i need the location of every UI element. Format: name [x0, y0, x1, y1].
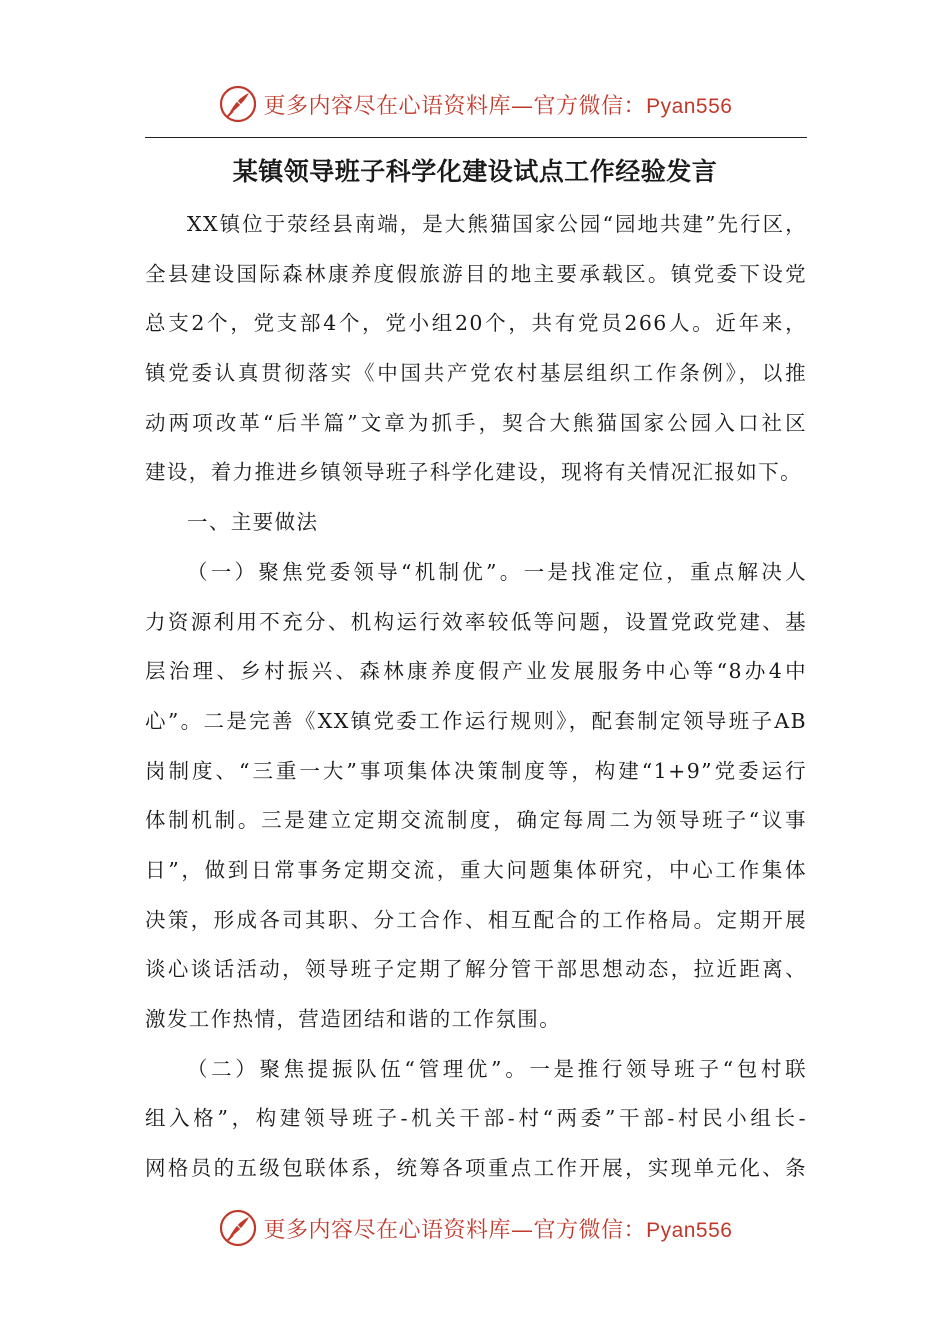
document-body [145, 200, 807, 1194]
banner-main-text: 更多内容尽在心语资料库 [263, 1217, 512, 1243]
body-line: 网格员的五级包联体系，统筹各项重点工作开展，实现单元化、条 [145, 1156, 807, 1181]
body-line: 层治理、乡村振兴、森林康养度假产业发展服务中心等“8办4中 [145, 659, 807, 684]
body-line: 总支2个，党支部4个，党小组20个，共有党员266人。近年来， [145, 311, 807, 336]
banner-text [264, 1213, 733, 1244]
body-line: 体制机制。三是建立定期交流制度，确定每周二为领导班子“议事 [145, 808, 807, 833]
body-line: 日”，做到日常事务定期交流，重大问题集体研究，中心工作集体 [145, 857, 807, 882]
body-line: 一、主要做法 [187, 510, 319, 535]
body-line: 激发工作热情，营造团结和谐的工作氛围。 [145, 1007, 562, 1031]
body-line: 动两项改革“后半篇”文章为抓手，契合大熊猫国家公园入口社区 [145, 410, 807, 435]
body-line: 全县建设国际森林康养度假旅游目的地主要承载区。镇党委下设党 [145, 261, 807, 286]
banner-wechat-label: 官方微信： [533, 1217, 647, 1243]
document-title: 某镇领导班子科学化建设试点工作经验发言 [232, 157, 718, 186]
body-line: 岗制度、“三重一大”事项集体决策制度等，构建“1+9”党委运行 [145, 758, 807, 783]
footer-banner [0, 1204, 950, 1252]
body-line: 组入格”，构建领导班子-机关干部-村“两委”干部-村民小组长- [145, 1106, 807, 1131]
banner-wechat-label: 官方微信： [533, 93, 647, 119]
body-line: 谈心谈话活动，领导班子定期了解分管干部思想动态，拉近距离、 [145, 957, 807, 982]
banner-wechat-id: Pyan556 [646, 1218, 733, 1242]
banner-dash: — [511, 1217, 534, 1243]
body-line: （一）聚焦党委领导“机制优”。一是找准定位，重点解决人 [187, 559, 807, 584]
body-line: 镇党委认真贯彻落实《中国共产党农村基层组织工作条例》，以推 [145, 361, 807, 386]
body-line: 心”。二是完善《XX镇党委工作运行规则》，配套制定领导班子AB [145, 708, 807, 733]
body-line: （二）聚焦提振队伍“管理优”。一是推行领导班子“包村联 [187, 1056, 807, 1081]
header-banner [0, 80, 950, 128]
body-line: XX镇位于荥经县南端，是大熊猫国家公园“园地共建”先行区， [187, 212, 807, 236]
banner-main-text: 更多内容尽在心语资料库 [263, 93, 512, 119]
body-line: 决策，形成各司其职、分工合作、相互配合的工作格局。定期开展 [145, 907, 807, 932]
body-line: 力资源利用不充分、机构运行效率较低等问题，设置党政党建、基 [145, 609, 807, 634]
banner-dash: — [511, 93, 534, 119]
header-divider [145, 137, 807, 138]
banner-wechat-id: Pyan556 [646, 94, 733, 118]
feather-pen-logo-icon [218, 1208, 258, 1248]
body-line: 建设，着力推进乡镇领导班子科学化建设，现将有关情况汇报如下。 [145, 460, 802, 485]
banner-text [264, 89, 733, 120]
feather-pen-logo-icon [218, 84, 258, 124]
